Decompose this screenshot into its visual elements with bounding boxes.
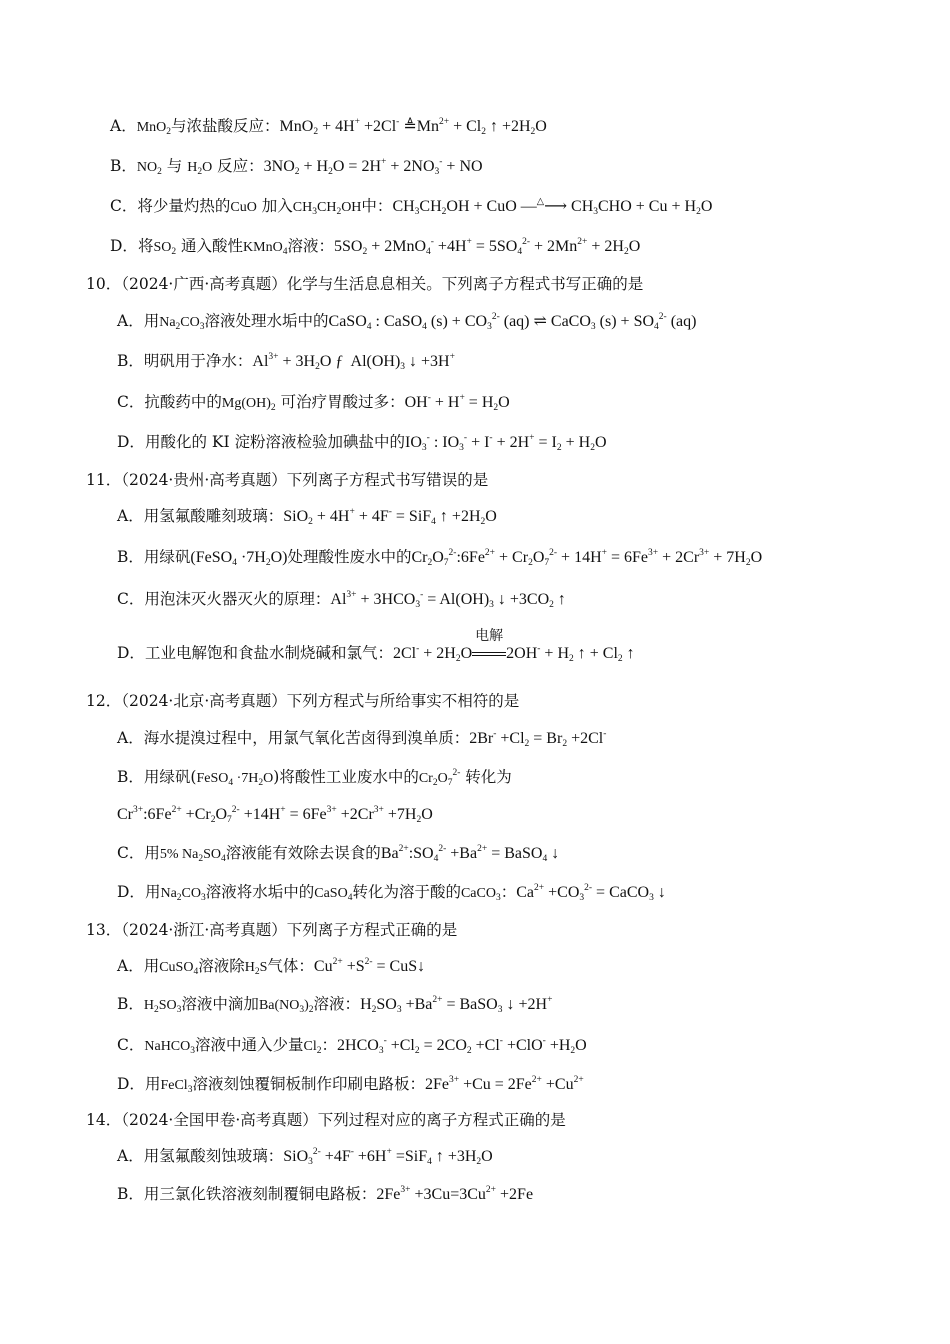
question-number: 13．: [86, 921, 122, 939]
option-label: C．: [110, 197, 138, 215]
option-label: D．: [117, 883, 145, 901]
option-9b: B．$NO_2$ 与 $H_2O$ 反应：$3NO_2 + H_2O = 2H^+ + 2NO_3^-$ + NO: [110, 157, 483, 177]
question-10: [86, 273, 643, 295]
option-11c: C．用泡沫灭火器灭火的原理：$Al^{3+} + 3HCO_3^- = Al(OH)_3$ ↓ $+3CO_2$ ↑: [117, 590, 566, 610]
question-number: 10．: [86, 275, 122, 293]
question-14: [86, 1109, 566, 1131]
option-text: 明矾用于净水：: [143, 352, 253, 370]
option-label: A．: [117, 957, 144, 975]
option-11b: B．用绿矾(FeSO$_4$ $\cdot 7H_2O$)处理酸性废水中的$Cr_2O_7^{2-}:6Fe^{2+} + Cr_2O_7^{2-} + 14H^+ = 6Fe^{3+} + 2Cr^{3+} + 7H_2O$: [117, 548, 763, 568]
option-label: B．: [117, 352, 144, 370]
option-14a: A．用氢氟酸刻蚀玻璃：SiO$_3^{2-}$ +4F- +6H+ =SiF$_4$ ↑ $+3H_2O$: [117, 1147, 493, 1167]
option-10b: B．明矾用于净水：$Al^{3+} + 3H_2O$ ƒ $Al(OH)_3$ ↓ +3H+: [117, 352, 455, 372]
option-9a: A．MnO$_2$与浓盐酸反应：MnO$_2$ + 4H+ +2Cl- $≜Mn^{2+} + Cl_2$ ↑ $+2H_2O$: [110, 117, 547, 137]
option-12b-continued: $Cr^{3+}:6Fe^{2+} +Cr_2O_7^{2-} +14H^+ = 6Fe^{3+} +2Cr^{3+} +7H_2O$: [117, 805, 433, 825]
option-12b: B．用绿矾(FeSO$_4$ $\cdot 7H_2O$)将酸性工业废水中的$Cr_2O_7^{2-}$ 转化为: [117, 768, 512, 788]
option-10c: C．抗酸药中的$Mg(OH)_2$ 可治疗胃酸过多：$OH^- + H^+ = H_2O$: [117, 393, 510, 413]
question-12: [86, 690, 519, 712]
option-label: D．: [117, 644, 145, 662]
question-stem: （2024·浙江·高考真题）下列离子方程式正确的是: [121, 921, 458, 939]
option-label: A．: [117, 1147, 144, 1165]
question-number: 11．: [86, 471, 122, 489]
question-stem: （2024·贵州·高考真题）下列离子方程式书写错误的是: [121, 471, 489, 489]
option-14b: B．用三氯化铁溶液刻制覆铜电路板：$2Fe^{3+} +3Cu=3Cu^{2+} +2Fe$: [117, 1185, 534, 1203]
option-label: B．: [117, 1185, 144, 1203]
option-13d: D．用FeCl$_3$溶液刻蚀覆铜板制作印刷电路板：$2Fe^{3+} +Cu = 2Fe^{2+} +Cu^{2+}$: [117, 1075, 584, 1095]
option-text: 工业电解饱和食盐水制烧碱和氯气：: [144, 644, 393, 662]
question-11: [86, 469, 488, 491]
option-text: 用三氯化铁溶液刻制覆铜电路板：: [143, 1185, 377, 1203]
option-text: 用氢氟酸刻蚀玻璃：: [143, 1147, 284, 1165]
question-13: [86, 919, 457, 941]
option-label: C．: [117, 590, 145, 608]
option-label: C．: [117, 844, 145, 862]
option-label: D．: [117, 1075, 145, 1093]
option-label: A．: [117, 312, 144, 330]
option-label: D．: [110, 237, 138, 255]
option-12c: C．用5% $Na_2SO_4$溶液能有效除去误食的$Ba^{2+}:SO_4^{2-} +Ba^{2+}$ = BaSO$_4$ ↓: [117, 844, 560, 864]
option-12a: A．海水提溴过程中，用氯气氧化苦卤得到溴单质：$2Br^- +Cl_2 = Br_2 +2Cl^-$: [117, 729, 607, 749]
option-label: A．: [117, 729, 144, 747]
option-label: B．: [117, 548, 144, 566]
option-text: 用泡沫灭火器灭火的原理：: [144, 590, 331, 608]
option-label: A．: [110, 117, 137, 135]
option-label: C．: [117, 1036, 145, 1054]
question-stem: （2024·全国甲卷·高考真题）下列过程对应的离子方程式正确的是: [121, 1111, 566, 1129]
option-label: B．: [110, 157, 137, 175]
option-label: C．: [117, 393, 145, 411]
option-label: A．: [117, 507, 144, 525]
question-number: 14．: [86, 1111, 122, 1129]
option-12d: D．用$Na_2CO_3$溶液将水垢中的CaSO$_4$转化为溶于酸的CaCO$_3$：$Ca^{2+} +CO_3^{2-}$ = CaCO$_3$ ↓: [117, 883, 666, 903]
option-9d: D．将$SO_2$ 通入酸性KMnO$_4$溶液：$5SO_2 + 2MnO_4^- +4H^+ = 5SO_4^{2-} + 2Mn^{2+} + 2H_2O$: [110, 237, 641, 257]
option-label: B．: [117, 768, 144, 786]
option-label: D．: [117, 433, 145, 451]
question-number: 12．: [86, 692, 122, 710]
question-stem: （2024·广西·高考真题）化学与生活息息相关。下列离子方程式书写正确的是: [121, 275, 644, 293]
option-text: 用氢氟酸雕刻玻璃：: [143, 507, 284, 525]
option-13a: A．用CuSO$_4$溶液除$H_2S$气体：$Cu^{2+} +S^{2-}$ = CuS↓: [117, 957, 426, 977]
option-11d: D．工业电解饱和食盐水制烧碱和氯气：$2Cl^- + 2H_2O$ 电解 $2OH^- + H_2$ ↑ + $Cl_2$ ↑: [117, 628, 635, 664]
option-9c: C．将少量灼热的CuO 加入$CH_3CH_2OH$中：$CH_3CH_2OH$ + CuO —△⟶ $CH_3CHO + Cu + H_2O$: [110, 197, 713, 217]
option-13c: C．NaHCO$_3$溶液中通入少量$Cl_2$：$2HCO_3^- +Cl_2 = 2CO_2 +Cl^- +ClO^- +H_2O$: [117, 1036, 587, 1056]
option-label: B．: [117, 995, 144, 1013]
option-13b: B．$H_2SO_3$溶液中滴加$Ba(NO_3)_2$溶液：$H_2SO_3 +Ba^{2+}$ = BaSO$_3$ ↓ +2H+: [117, 995, 553, 1015]
question-stem: （2024·北京·高考真题）下列方程式与所给事实不相符的是: [121, 692, 520, 710]
option-text: 海水提溴过程中，用氯气氧化苦卤得到溴单质：: [143, 729, 470, 747]
option-10a: A．用$Na_2CO_3$溶液处理水垢中的CaSO$_4$ : CaSO$_4$ $(s) + CO_3^{2-}$ (aq) ⇌ CaCO$_3$ $(s) + SO_4^{2-}$ (aq): [117, 312, 697, 332]
option-11a: A．用氢氟酸雕刻玻璃：SiO$_2$ + 4H+ + 4F- = SiF$_4$ ↑ $+2H_2O$: [117, 507, 497, 527]
option-10d: D．用酸化的 KI 淀粉溶液检验加碘盐中的$IO_3^-$ : $IO_3^- + I^- + 2H^+ = I_2 + H_2O$: [117, 433, 607, 453]
